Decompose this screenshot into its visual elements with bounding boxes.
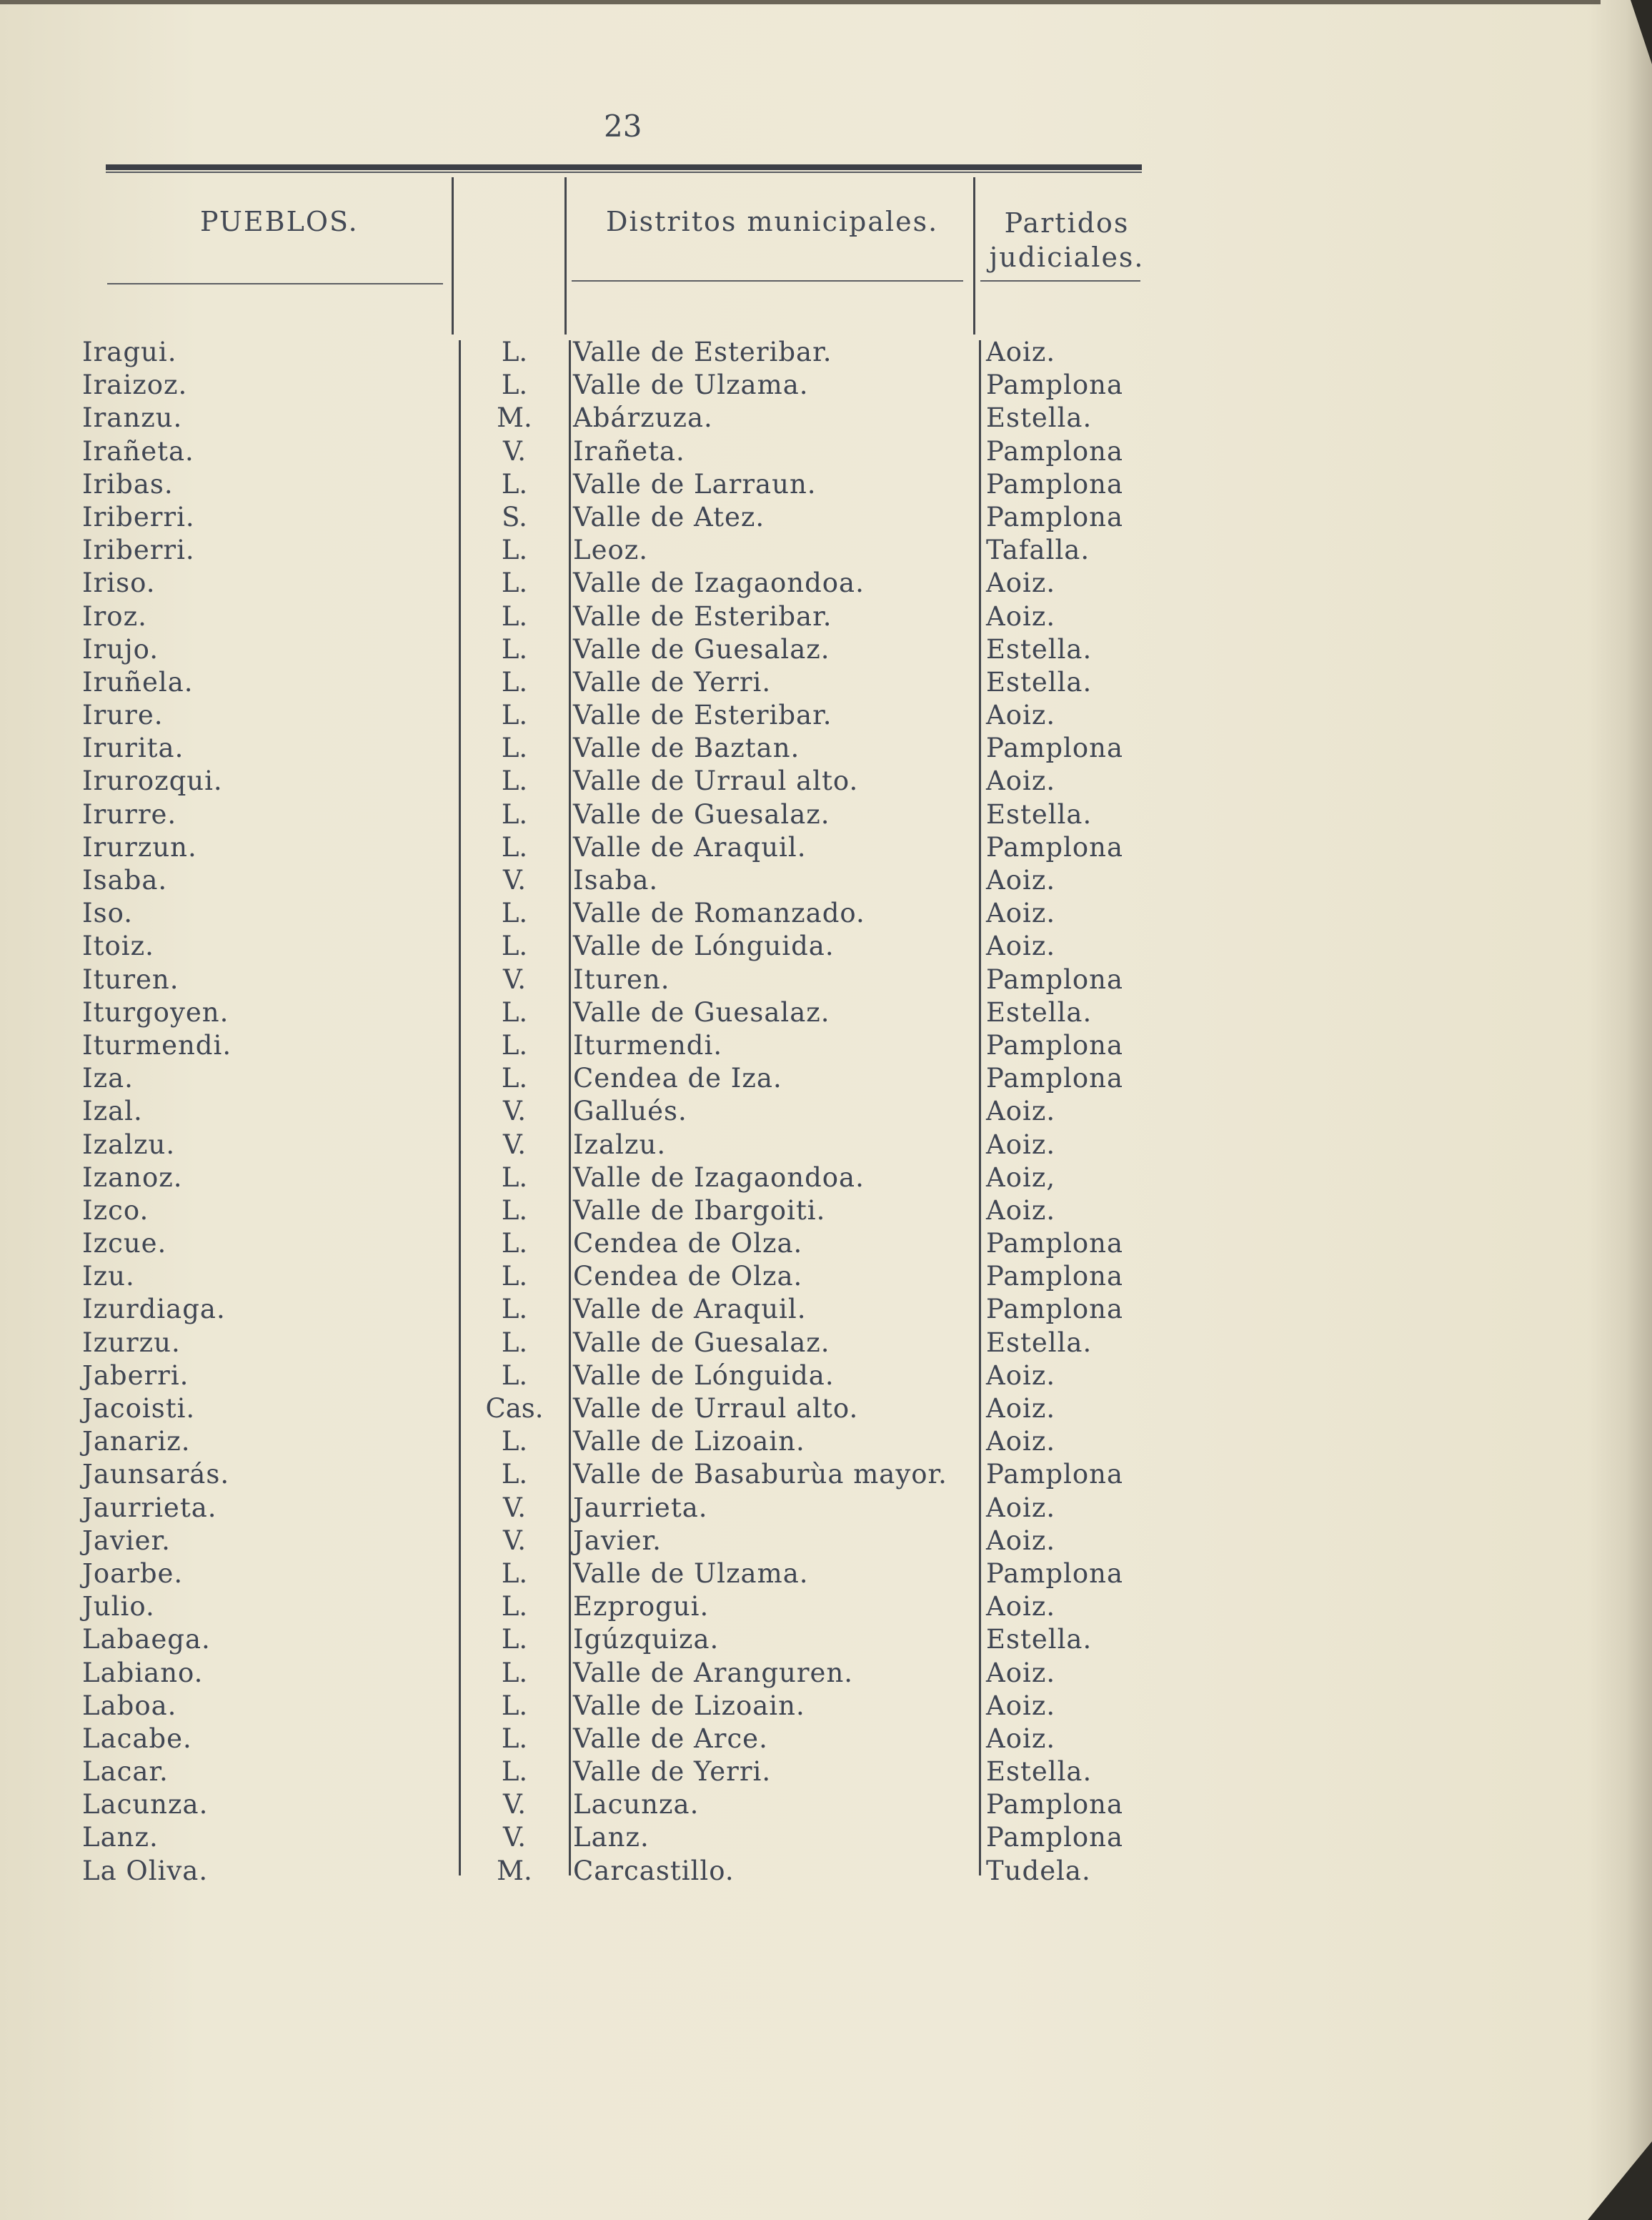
pueblo-cell: Iturgoyen.: [82, 996, 229, 1028]
table-row: [0, 732, 1652, 765]
pueblo-cell: Labiano.: [82, 1657, 204, 1688]
pueblo-cell: Izu.: [82, 1261, 135, 1292]
distrito-cell: Igúzquiza.: [573, 1624, 720, 1655]
table-row: [0, 1194, 1652, 1227]
partido-cell: Tudela.: [986, 1855, 1091, 1886]
distrito-cell: Carcastillo.: [573, 1855, 735, 1886]
category-cell: V.: [502, 865, 526, 896]
pueblo-cell: Iribas.: [82, 468, 174, 500]
distrito-cell: Cendea de Olza.: [573, 1228, 803, 1259]
table-row: [0, 1227, 1652, 1260]
category-cell: L.: [501, 1194, 528, 1226]
category-cell: L.: [501, 1624, 528, 1655]
distrito-cell: Irañeta.: [573, 435, 685, 467]
category-cell: V.: [502, 1789, 526, 1820]
category-cell: V.: [502, 1525, 526, 1556]
table-row: [0, 336, 1652, 369]
distrito-cell: Jaurrieta.: [573, 1492, 708, 1523]
page-number: 23: [604, 109, 642, 144]
partido-cell: Aoiz.: [986, 1492, 1056, 1523]
header-pueblos: PUEBLOS.: [200, 206, 359, 237]
partido-cell: Aoiz.: [986, 600, 1056, 632]
page-top-edge: [0, 0, 1601, 4]
pueblo-cell: Izurdiaga.: [82, 1294, 226, 1325]
partido-cell: Aoiz.: [986, 700, 1056, 731]
distrito-cell: Izalzu.: [573, 1129, 667, 1160]
distrito-cell: Valle de Larraun.: [573, 468, 817, 500]
pueblo-cell: Irurzun.: [82, 831, 197, 863]
category-cell: L.: [501, 1723, 528, 1754]
page-corner-top-right: [1631, 0, 1652, 64]
category-cell: V.: [502, 1129, 526, 1160]
distrito-cell: Valle de Esteribar.: [573, 700, 832, 731]
pueblo-cell: Jaunsarás.: [82, 1459, 230, 1490]
table-row: [0, 369, 1652, 402]
pueblo-cell: Irurozqui.: [82, 765, 223, 797]
pueblo-cell: Labaega.: [82, 1624, 211, 1655]
category-cell: V.: [502, 435, 526, 467]
partido-cell: Pamplona: [986, 468, 1124, 500]
category-cell: L.: [501, 1029, 528, 1061]
category-cell: L.: [501, 931, 528, 962]
table-row: [0, 897, 1652, 930]
pueblo-cell: Ituren.: [82, 963, 179, 995]
category-cell: L.: [501, 1591, 528, 1622]
distrito-cell: Valle de Izagaondoa.: [573, 568, 865, 599]
distrito-cell: Lacunza.: [573, 1789, 700, 1820]
header-partidos: [985, 206, 1149, 274]
pueblo-cell: Iraizoz.: [82, 370, 188, 401]
partido-cell: Aoiz,: [986, 1161, 1056, 1193]
pueblo-cell: Irujo.: [82, 633, 159, 665]
pueblo-cell: Laboa.: [82, 1690, 177, 1721]
partido-cell: Pamplona: [986, 831, 1124, 863]
distrito-cell: Valle de Ibargoiti.: [573, 1194, 826, 1226]
pueblo-cell: Iriberri.: [82, 535, 195, 566]
pueblo-cell: Lacar.: [82, 1756, 169, 1788]
pueblo-cell: Iso.: [82, 898, 133, 929]
table-row: [0, 1260, 1652, 1293]
table-row: [0, 864, 1652, 897]
header-divider-2: [564, 177, 567, 335]
category-cell: L.: [501, 1261, 528, 1292]
partido-cell: Estella.: [986, 996, 1093, 1028]
table-row: [0, 1095, 1652, 1128]
distrito-cell: Leoz.: [573, 535, 648, 566]
table-row: [0, 1690, 1652, 1723]
header-distritos: Distritos municipales.: [606, 206, 939, 237]
table-row: [0, 1161, 1652, 1194]
distrito-cell: Valle de Yerri.: [573, 666, 772, 698]
partido-cell: Estella.: [986, 666, 1093, 698]
table-row: [0, 1029, 1652, 1062]
distrito-cell: Valle de Izagaondoa.: [573, 1161, 865, 1193]
category-cell: L.: [501, 337, 528, 367]
header-underline-distritos: [572, 280, 963, 282]
distrito-cell: Valle de Araquil.: [573, 1294, 807, 1325]
table-row: [0, 963, 1652, 996]
partido-cell: Pamplona: [986, 1261, 1124, 1292]
table-row: [0, 831, 1652, 864]
pueblo-cell: Joarbe.: [82, 1557, 184, 1589]
distrito-cell: Abárzuza.: [573, 402, 713, 434]
category-cell: L.: [501, 700, 528, 731]
category-cell: L.: [501, 1228, 528, 1259]
category-cell: V.: [502, 1492, 526, 1523]
category-cell: L.: [501, 831, 528, 863]
header-divider-3: [973, 177, 975, 335]
category-cell: L.: [501, 898, 528, 929]
category-cell: L.: [501, 1359, 528, 1391]
table-row: [0, 1359, 1652, 1392]
pueblo-cell: Lacunza.: [82, 1789, 209, 1820]
table-row: [0, 1492, 1652, 1525]
header-partidos-line1: Partidos: [1004, 207, 1130, 239]
distrito-cell: Cendea de Olza.: [573, 1261, 803, 1292]
pueblo-cell: Izalzu.: [82, 1129, 176, 1160]
partido-cell: Aoiz.: [986, 1096, 1056, 1127]
pueblo-cell: Iranzu.: [82, 402, 183, 434]
table-row: [0, 996, 1652, 1029]
distrito-cell: Valle de Guesalaz.: [573, 798, 830, 830]
pueblo-cell: Irañeta.: [82, 435, 194, 467]
partido-cell: Estella.: [986, 1327, 1093, 1358]
category-cell: L.: [501, 1459, 528, 1490]
partido-cell: Aoiz.: [986, 1690, 1056, 1721]
partido-cell: Pamplona: [986, 1063, 1124, 1094]
table-body: [0, 336, 1652, 1888]
pueblo-cell: Jaurrieta.: [82, 1492, 217, 1523]
header-underline-pueblos: [107, 283, 443, 284]
table-row: [0, 1657, 1652, 1690]
distrito-cell: Valle de Lónguida.: [573, 931, 835, 962]
table-row: [0, 1525, 1652, 1557]
partido-cell: Pamplona: [986, 1459, 1124, 1490]
pueblo-cell: Iza.: [82, 1063, 134, 1094]
category-cell: L.: [501, 1294, 528, 1325]
pueblo-cell: Julio.: [82, 1591, 155, 1622]
distrito-cell: Valle de Lizoain.: [573, 1690, 805, 1721]
partido-cell: Estella.: [986, 1624, 1093, 1655]
category-cell: L.: [501, 765, 528, 797]
pueblo-cell: Javier.: [82, 1525, 171, 1556]
table-row: [0, 534, 1652, 567]
distrito-cell: Gallués.: [573, 1096, 687, 1127]
table-row: [0, 1425, 1652, 1458]
category-cell: L.: [501, 370, 528, 401]
page-corner-bottom-right: [1588, 2141, 1652, 2220]
pueblo-cell: Izco.: [82, 1194, 149, 1226]
partido-cell: Aoiz.: [986, 1129, 1056, 1160]
table-row: [0, 1293, 1652, 1326]
partido-cell: Pamplona: [986, 370, 1124, 401]
category-cell: M.: [497, 1855, 532, 1886]
table-row: [0, 666, 1652, 699]
partido-cell: Aoiz.: [986, 1657, 1056, 1688]
distrito-cell: Valle de Ulzama.: [573, 370, 809, 401]
partido-cell: Pamplona: [986, 1822, 1124, 1853]
pueblo-cell: Irurre.: [82, 798, 177, 830]
partido-cell: Pamplona: [986, 1789, 1124, 1820]
category-cell: L.: [501, 1690, 528, 1721]
distrito-cell: Cendea de Iza.: [573, 1063, 782, 1094]
pueblo-cell: Iriso.: [82, 568, 156, 599]
distrito-cell: Ituren.: [573, 963, 670, 995]
pueblo-cell: Iturmendi.: [82, 1029, 232, 1061]
partido-cell: Aoiz.: [986, 898, 1056, 929]
distrito-cell: Javier.: [573, 1525, 662, 1556]
pueblo-cell: Lanz.: [82, 1822, 159, 1853]
category-cell: L.: [501, 1557, 528, 1589]
pueblo-cell: Iriberri.: [82, 501, 195, 532]
table-row: [0, 1129, 1652, 1161]
category-cell: L.: [501, 468, 528, 500]
table-row: [0, 435, 1652, 468]
partido-cell: Aoiz.: [986, 1723, 1056, 1754]
header-rule-thick: [106, 164, 1142, 170]
distrito-cell: Valle de Guesalaz.: [573, 1327, 830, 1358]
pueblo-cell: Izanoz.: [82, 1161, 183, 1193]
pueblo-cell: Izcue.: [82, 1228, 167, 1259]
table-row: [0, 1327, 1652, 1359]
pueblo-cell: Izurzu.: [82, 1327, 181, 1358]
category-cell: L.: [501, 798, 528, 830]
category-cell: L.: [501, 1426, 528, 1457]
table-row: [0, 567, 1652, 600]
distrito-cell: Valle de Romanzado.: [573, 898, 865, 929]
pueblo-cell: Irurita.: [82, 733, 184, 764]
distrito-cell: Valle de Arce.: [573, 1723, 768, 1754]
distrito-cell: Isaba.: [573, 865, 659, 896]
pueblo-cell: Iragui.: [82, 337, 177, 367]
partido-cell: Pamplona: [986, 1557, 1124, 1589]
partido-cell: Estella.: [986, 1756, 1093, 1788]
table-row: [0, 633, 1652, 666]
partido-cell: Pamplona: [986, 733, 1124, 764]
distrito-cell: Valle de Baztan.: [573, 733, 800, 764]
distrito-cell: Ezprogui.: [573, 1591, 710, 1622]
distrito-cell: Valle de Ulzama.: [573, 1557, 809, 1589]
distrito-cell: Valle de Urraul alto.: [573, 765, 859, 797]
distrito-cell: Valle de Urraul alto.: [573, 1393, 859, 1424]
pueblo-cell: Jacoisti.: [82, 1393, 196, 1424]
table-row: [0, 402, 1652, 435]
partido-cell: Aoiz.: [986, 337, 1056, 367]
table-row: [0, 1755, 1652, 1788]
partido-cell: Pamplona: [986, 963, 1124, 995]
table-row: [0, 1062, 1652, 1095]
pueblo-cell: Jaberri.: [82, 1359, 189, 1391]
pueblo-cell: Isaba.: [82, 865, 168, 896]
table-row: [0, 600, 1652, 633]
partido-cell: Aoiz.: [986, 1359, 1056, 1391]
pueblo-cell: Izal.: [82, 1096, 143, 1127]
table-row: [0, 501, 1652, 534]
distrito-cell: Valle de Araquil.: [573, 831, 807, 863]
table-row: [0, 1392, 1652, 1425]
table-row: [0, 798, 1652, 831]
partido-cell: Aoiz.: [986, 865, 1056, 896]
table-row: [0, 1821, 1652, 1854]
category-cell: L.: [501, 1063, 528, 1094]
partido-cell: Aoiz.: [986, 1525, 1056, 1556]
table-row: [0, 930, 1652, 963]
category-cell: L.: [501, 1657, 528, 1688]
category-cell: V.: [502, 1096, 526, 1127]
category-cell: L.: [501, 633, 528, 665]
partido-cell: Estella.: [986, 633, 1093, 665]
distrito-cell: Valle de Lónguida.: [573, 1359, 835, 1391]
partido-cell: Pamplona: [986, 1029, 1124, 1061]
partido-cell: Tafalla.: [986, 535, 1090, 566]
category-cell: S.: [502, 501, 527, 532]
partido-cell: Pamplona: [986, 501, 1124, 532]
category-cell: L.: [501, 1327, 528, 1358]
category-cell: L.: [501, 600, 528, 632]
distrito-cell: Valle de Yerri.: [573, 1756, 772, 1788]
category-cell: L.: [501, 535, 528, 566]
partido-cell: Aoiz.: [986, 568, 1056, 599]
partido-cell: Pamplona: [986, 1294, 1124, 1325]
category-cell: L.: [501, 1756, 528, 1788]
partido-cell: Estella.: [986, 798, 1093, 830]
distrito-cell: Valle de Atez.: [573, 501, 765, 532]
partido-cell: Pamplona: [986, 435, 1124, 467]
pueblo-cell: Iruñela.: [82, 666, 194, 698]
table-row: [0, 1557, 1652, 1590]
distrito-cell: Valle de Esteribar.: [573, 600, 832, 632]
partido-cell: Aoiz.: [986, 1426, 1056, 1457]
distrito-cell: Valle de Lizoain.: [573, 1426, 805, 1457]
pueblo-cell: La Oliva.: [82, 1855, 209, 1886]
header-partidos-line2: judiciales.: [989, 242, 1145, 273]
pueblo-cell: Iroz.: [82, 600, 147, 632]
distrito-cell: Valle de Aranguren.: [573, 1657, 854, 1688]
partido-cell: Pamplona: [986, 1228, 1124, 1259]
header-divider-1: [452, 177, 454, 335]
partido-cell: Aoiz.: [986, 1591, 1056, 1622]
category-cell: L.: [501, 568, 528, 599]
partido-cell: Aoiz.: [986, 931, 1056, 962]
category-cell: M.: [497, 402, 532, 434]
distrito-cell: Iturmendi.: [573, 1029, 723, 1061]
distrito-cell: Lanz.: [573, 1822, 650, 1853]
category-cell: Cas.: [485, 1393, 544, 1424]
table-row: [0, 1788, 1652, 1821]
category-cell: V.: [502, 963, 526, 995]
table-row: [0, 1458, 1652, 1491]
category-cell: L.: [501, 733, 528, 764]
header-underline-partidos: [980, 280, 1140, 282]
partido-cell: Aoiz.: [986, 1194, 1056, 1226]
partido-cell: Aoiz.: [986, 1393, 1056, 1424]
table-row: [0, 1855, 1652, 1888]
table-row: [0, 699, 1652, 732]
pueblo-cell: Irure.: [82, 700, 164, 731]
table-row: [0, 1723, 1652, 1755]
distrito-cell: Valle de Esteribar.: [573, 337, 832, 367]
category-cell: V.: [502, 1822, 526, 1853]
pueblo-cell: Janariz.: [82, 1426, 191, 1457]
header-rule-thin: [106, 172, 1142, 173]
category-cell: L.: [501, 1161, 528, 1193]
partido-cell: Estella.: [986, 402, 1093, 434]
pueblo-cell: Itoiz.: [82, 931, 154, 962]
table-row: [0, 468, 1652, 501]
table-row: [0, 765, 1652, 798]
distrito-cell: Valle de Basaburùa mayor.: [573, 1459, 947, 1490]
table-row: [0, 1590, 1652, 1623]
distrito-cell: Valle de Guesalaz.: [573, 996, 830, 1028]
pueblo-cell: Lacabe.: [82, 1723, 192, 1754]
table-row: [0, 1623, 1652, 1656]
distrito-cell: Valle de Guesalaz.: [573, 633, 830, 665]
category-cell: L.: [501, 996, 528, 1028]
category-cell: L.: [501, 666, 528, 698]
partido-cell: Aoiz.: [986, 765, 1056, 797]
